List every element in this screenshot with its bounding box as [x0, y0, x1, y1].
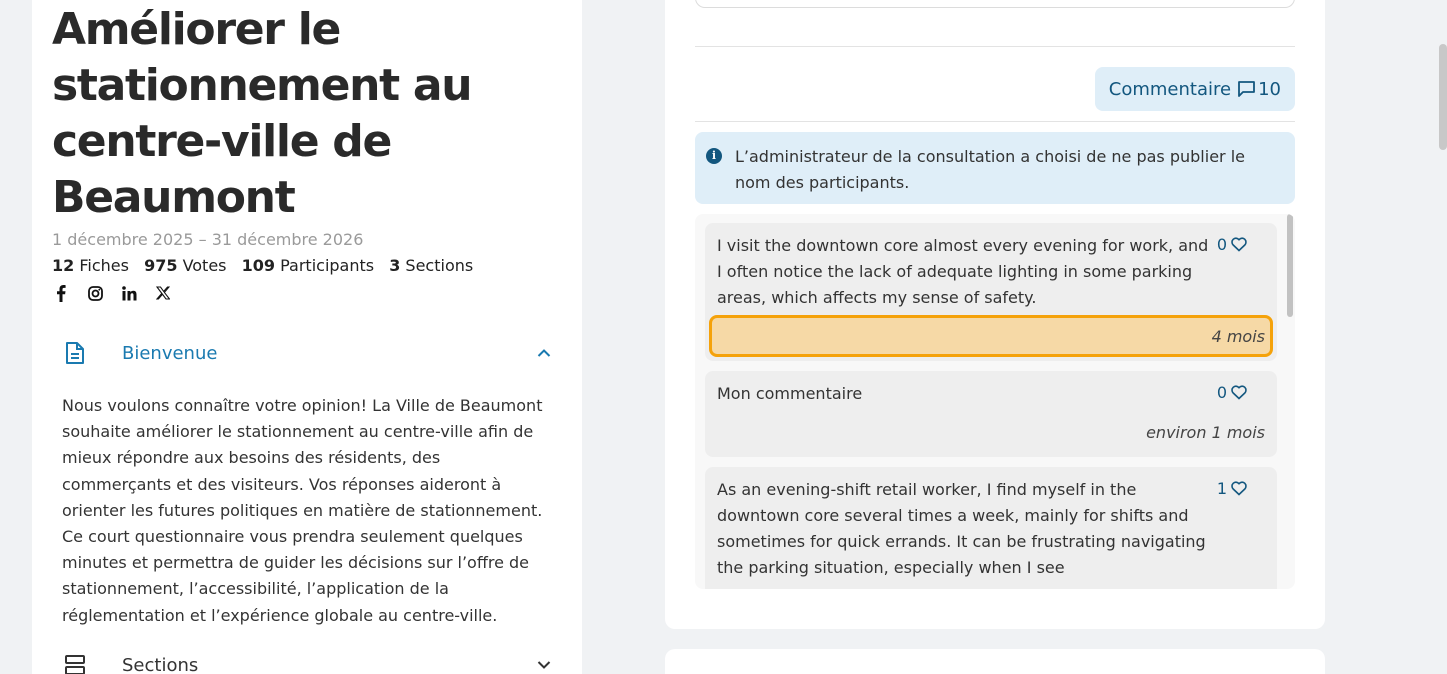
comment-text: Mon commentaire	[717, 384, 863, 403]
instagram-icon[interactable]	[86, 284, 104, 302]
consultation-panel	[32, 0, 582, 674]
comments-card	[665, 0, 1325, 629]
chevron-up-icon	[536, 345, 552, 361]
comments-scrollbar[interactable]	[1285, 214, 1293, 589]
comment-item	[705, 223, 1277, 361]
facebook-icon[interactable]	[52, 284, 70, 302]
stat-value: 109	[241, 256, 276, 275]
x-icon[interactable]	[154, 284, 172, 302]
comment-item	[705, 371, 1277, 457]
comment-text: I visit the downtown core almost every evening for work, and I often notice the lack of adequate lighting in some parking areas, which affects my sense of safety.	[717, 236, 1209, 307]
consultation-dates: 1 décembre 2025 – 31 décembre 2026	[52, 230, 364, 249]
stat-value: 975	[144, 256, 178, 275]
highlighted-timestamp	[709, 315, 1273, 357]
like-count: 1	[1216, 479, 1227, 498]
like-button[interactable]	[1217, 383, 1247, 402]
section-label: Bienvenue	[122, 342, 218, 364]
like-button[interactable]	[1217, 479, 1247, 498]
comments-list[interactable]	[695, 214, 1295, 589]
section-sections-header[interactable]	[62, 652, 552, 674]
consultation-stats	[52, 256, 473, 275]
like-count: 0	[1216, 235, 1227, 254]
heart-icon	[1231, 237, 1247, 252]
social-links	[52, 284, 172, 302]
chevron-down-icon	[536, 657, 552, 673]
like-count: 0	[1216, 383, 1227, 402]
welcome-text: Nous voulons connaître votre opinion! La Ville de Beaumont souhaite améliorer le stationnement au centre-ville afin de mieux répondre aux besoins des résidents, des commerçants et des visiteurs. Vos réponses aideront à orienter les futures politiques en matière de stationnement. Ce court questionnaire vous prendra seulement quelques minutes et permettra de guider les décisions sur l’offre de stationnement, l’accessibilité, l’application de la réglementation et l’expérience globale au centre-ville.	[62, 396, 543, 625]
section-label: Sections	[122, 654, 199, 674]
scrollbar-thumb[interactable]	[1287, 214, 1293, 317]
stat-label: Participants	[280, 256, 375, 275]
comment-text: As an evening-shift retail worker, I find myself in the downtown core several times a week, mainly for shifts and sometimes for quick errands. It can be frustrating navigating the parking situation, especially when I see	[717, 480, 1206, 577]
sections-icon	[62, 652, 88, 674]
linkedin-icon[interactable]	[120, 284, 138, 302]
stat-label: Votes	[182, 256, 227, 275]
divider	[695, 121, 1295, 122]
comment-button-label: Commentaire	[1108, 78, 1232, 100]
heart-icon	[1231, 385, 1247, 400]
divider	[695, 46, 1295, 47]
anonymity-notice	[695, 132, 1295, 204]
document-icon	[62, 340, 88, 366]
comment-button[interactable]	[1095, 67, 1295, 111]
info-icon: i	[706, 148, 722, 164]
comment-time: environ 1 mois	[1146, 423, 1265, 442]
stat-value: 3	[389, 256, 401, 275]
like-button[interactable]	[1217, 235, 1247, 254]
comment-item	[705, 467, 1277, 589]
comment-time: 4 mois	[1211, 327, 1265, 346]
page-title: Améliorer le stationnement au centre-ville de Beaumont	[52, 4, 472, 223]
stat-label: Sections	[405, 256, 474, 275]
comment-count: 10	[1258, 78, 1281, 100]
stat-label: Fiches	[79, 256, 129, 275]
page-scrollbar[interactable]	[1439, 44, 1447, 150]
notice-text: L’administrateur de la consultation a choisi de ne pas publier le nom des participants.	[735, 147, 1245, 192]
stat-value: 12	[52, 256, 75, 275]
comment-icon	[1237, 80, 1256, 98]
section-welcome-header[interactable]	[62, 340, 552, 366]
next-card	[665, 649, 1325, 674]
heart-icon	[1231, 481, 1247, 496]
previous-field	[695, 0, 1295, 8]
